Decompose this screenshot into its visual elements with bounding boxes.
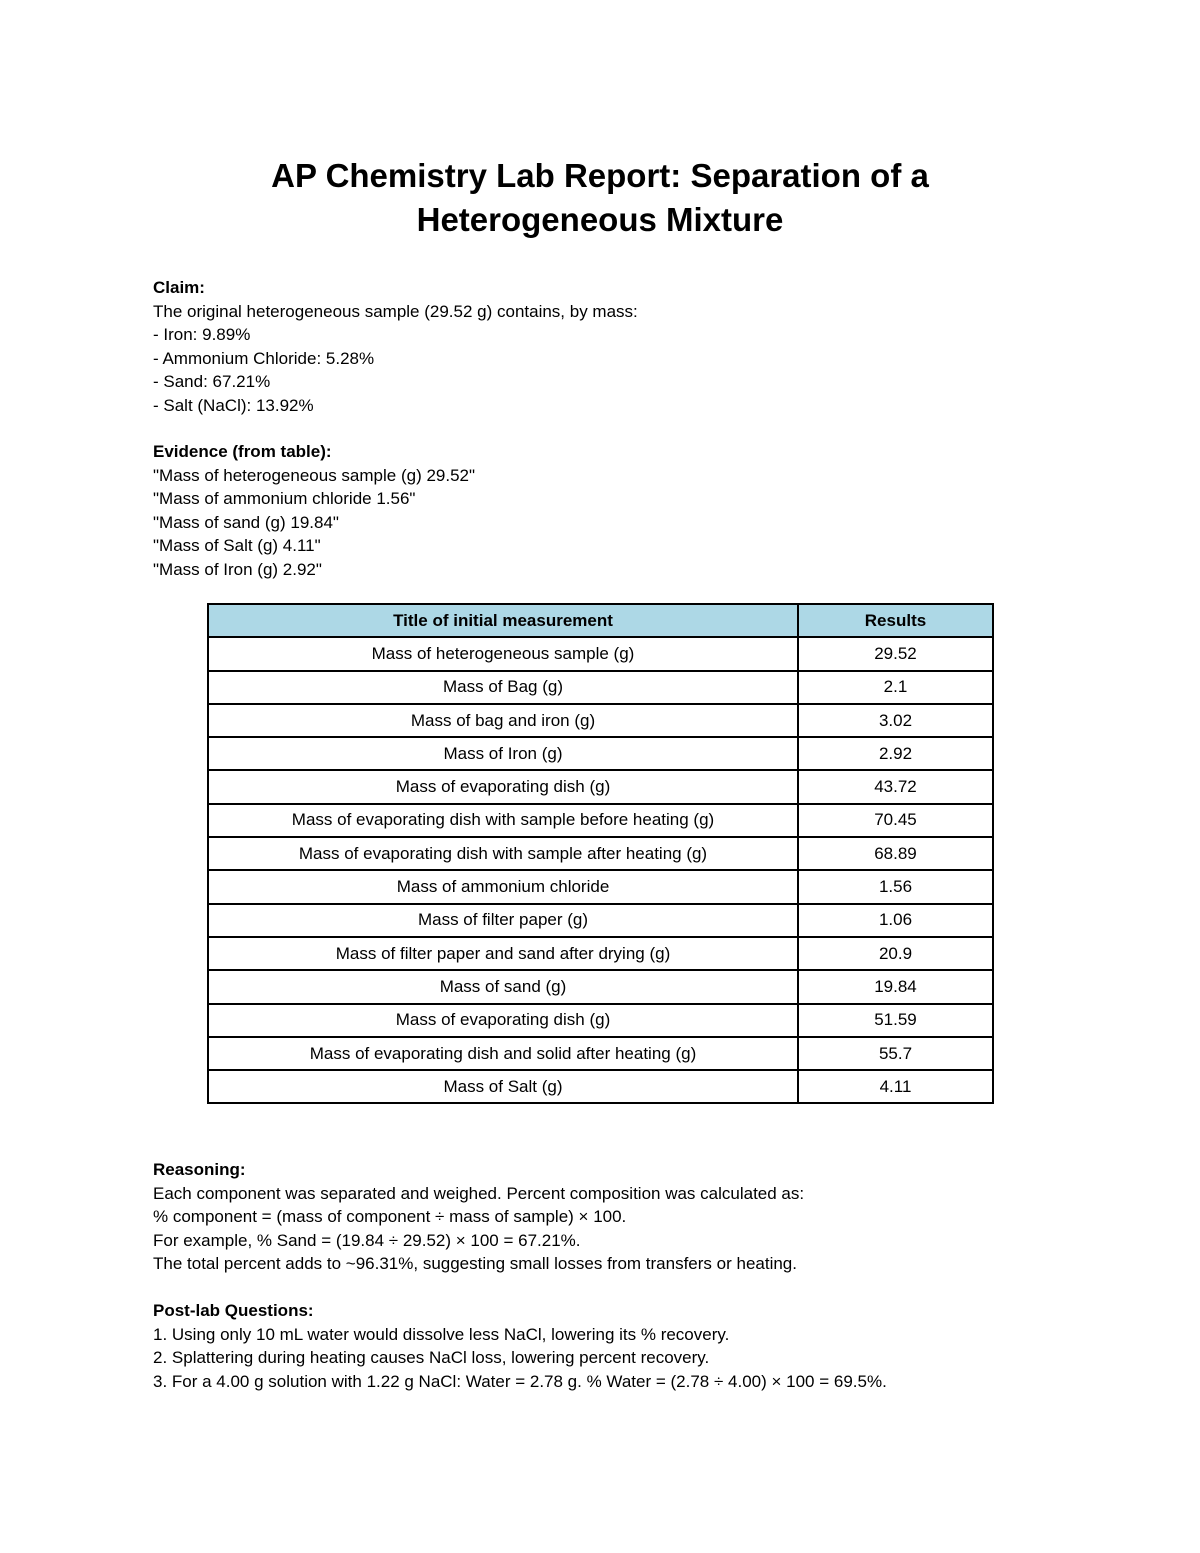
result-cell: 68.89: [798, 837, 993, 870]
measurement-cell: Mass of filter paper and sand after drying (g): [208, 937, 798, 970]
claim-section: [153, 276, 1053, 417]
result-cell: 29.52: [798, 637, 993, 670]
claim-line: - Iron: 9.89%: [153, 325, 251, 344]
reasoning-line: For example, % Sand = (19.84 ÷ 29.52) × 100 = 67.21%.: [153, 1230, 581, 1250]
table-row: [208, 671, 993, 704]
table-row: [208, 870, 993, 903]
measurement-cell: Mass of evaporating dish with sample before heating (g): [208, 804, 798, 837]
measurement-cell: Mass of Bag (g): [208, 671, 798, 704]
measurement-cell: Mass of evaporating dish and solid after heating (g): [208, 1037, 798, 1070]
result-cell: 2.92: [798, 737, 993, 770]
reasoning-section: [153, 1158, 1053, 1276]
evidence-line: "Mass of sand (g) 19.84": [153, 512, 339, 532]
result-cell: 3.02: [798, 704, 993, 737]
table-header-row: [208, 604, 993, 637]
claim-heading: Claim:: [153, 278, 205, 297]
evidence-line: "Mass of ammonium chloride 1.56": [153, 489, 416, 508]
measurement-cell: Mass of ammonium chloride: [208, 870, 798, 903]
measurement-cell: Mass of filter paper (g): [208, 904, 798, 937]
measurement-cell: Mass of bag and iron (g): [208, 704, 798, 737]
claim-line: - Sand: 67.21%: [153, 372, 271, 391]
postlab-question: 3. For a 4.00 g solution with 1.22 g NaCl: Water = 2.78 g. % Water = (2.78 ÷ 4.00) × 100 = 69.5%.: [153, 1371, 887, 1391]
reasoning-line: Each component was separated and weighed. Percent composition was calculated as:: [153, 1183, 805, 1203]
result-cell: 43.72: [798, 770, 993, 803]
table-row: [208, 737, 993, 770]
evidence-section: [153, 440, 1053, 581]
reasoning-line: % component = (mass of component ÷ mass of sample) × 100.: [153, 1207, 627, 1226]
measurement-cell: Mass of evaporating dish (g): [208, 1004, 798, 1037]
evidence-line: "Mass of Salt (g) 4.11": [153, 536, 321, 555]
page-title: [0, 154, 1200, 242]
result-cell: 1.56: [798, 870, 993, 903]
result-cell: 51.59: [798, 1004, 993, 1037]
table-row: [208, 937, 993, 970]
table-row: [208, 1004, 993, 1037]
page-title-line-2: Heterogeneous Mixture: [416, 201, 784, 238]
table-row: [208, 904, 993, 937]
measurement-cell: Mass of Salt (g): [208, 1070, 798, 1103]
postlab-question: 2. Splattering during heating causes NaCl loss, lowering percent recovery.: [153, 1348, 710, 1367]
column-header-results: Results: [798, 604, 993, 637]
claim-line: The original heterogeneous sample (29.52 g) contains, by mass:: [153, 301, 638, 321]
claim-line: - Salt (NaCl): 13.92%: [153, 395, 314, 415]
reasoning-line: The total percent adds to ~96.31%, suggesting small losses from transfers or heating.: [153, 1254, 797, 1273]
page-title-line-1: AP Chemistry Lab Report: Separation of a: [271, 157, 929, 194]
result-cell: 20.9: [798, 937, 993, 970]
measurement-cell: Mass of evaporating dish with sample after heating (g): [208, 837, 798, 870]
postlab-section: [153, 1299, 1053, 1393]
measurement-cell: Mass of sand (g): [208, 970, 798, 1003]
measurement-cell: Mass of evaporating dish (g): [208, 770, 798, 803]
measurement-cell: Mass of heterogeneous sample (g): [208, 637, 798, 670]
result-cell: 2.1: [798, 671, 993, 704]
postlab-heading: Post-lab Questions:: [153, 1301, 314, 1320]
table-row: [208, 970, 993, 1003]
claim-line: - Ammonium Chloride: 5.28%: [153, 348, 375, 368]
table-row: [208, 770, 993, 803]
measurement-cell: Mass of Iron (g): [208, 737, 798, 770]
result-cell: 1.06: [798, 904, 993, 937]
table-row: [208, 704, 993, 737]
column-header-measurement: Title of initial measurement: [208, 604, 798, 637]
result-cell: 4.11: [798, 1070, 993, 1103]
evidence-line: "Mass of heterogeneous sample (g) 29.52": [153, 465, 476, 485]
table-row: [208, 804, 993, 837]
table-row: [208, 637, 993, 670]
measurements-table: [207, 603, 994, 1104]
table-row: [208, 1070, 993, 1103]
reasoning-heading: Reasoning:: [153, 1160, 246, 1179]
evidence-heading: Evidence (from table):: [153, 442, 332, 461]
table-row: [208, 1037, 993, 1070]
result-cell: 70.45: [798, 804, 993, 837]
postlab-question: 1. Using only 10 mL water would dissolve less NaCl, lowering its % recovery.: [153, 1324, 730, 1344]
evidence-line: "Mass of Iron (g) 2.92": [153, 559, 322, 579]
result-cell: 19.84: [798, 970, 993, 1003]
result-cell: 55.7: [798, 1037, 993, 1070]
table-row: [208, 837, 993, 870]
